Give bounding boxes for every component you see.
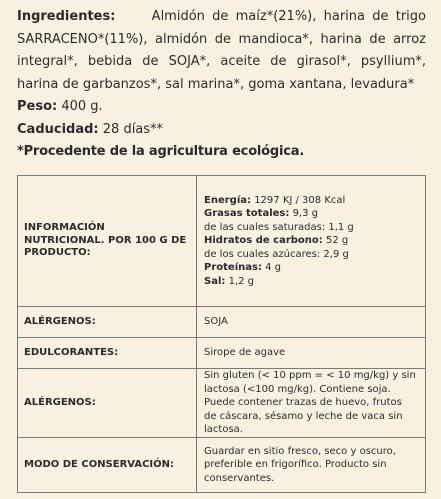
- nutrition-line-name: Hidratos de carbono:: [204, 235, 323, 247]
- storage-label: MODO DE CONSERVACIÓN:: [18, 438, 197, 493]
- weight-line: [17, 96, 426, 119]
- ingredients-paragraph: [17, 6, 426, 96]
- table-row-allergens: [18, 307, 426, 338]
- nutrition-line: [204, 207, 417, 221]
- nutrition-label: INFORMACIÓN NUTRICIONAL. POR 100 G DE PRODUCTO:: [18, 176, 197, 307]
- nutrition-line-name: de las cuales saturadas:: [204, 221, 326, 233]
- nutrition-line: [204, 261, 417, 275]
- weight-label: Peso:: [17, 99, 58, 114]
- sweeteners-label: EDULCORANTES:: [18, 338, 197, 369]
- allergens-detail-value: Sin gluten (< 10 ppm = < 10 mg/kg) y sin lactosa (<100 mg/kg). Contiene soja. Puede contener trazas de huevo, frutos de cáscara, sésamo y leche de vaca sin lactosa.: [197, 369, 426, 438]
- expiry-label: Caducidad:: [17, 121, 99, 137]
- nutrition-line-value: 9,3 g: [292, 208, 318, 220]
- nutrition-line-value: 1,2 g: [228, 275, 255, 287]
- product-info: [17, 6, 426, 164]
- nutrition-line: [204, 234, 417, 248]
- weight-value: 400 g.: [61, 99, 103, 114]
- nutrition-line: [204, 275, 417, 289]
- table-row-sweeteners: [18, 338, 426, 369]
- nutrition-line-name: Sal:: [204, 275, 226, 287]
- nutrition-line-value: 52 g: [325, 235, 349, 247]
- organic-footnote: *Procedente de la agricultura ecológica.: [17, 144, 305, 159]
- nutrition-lines: [204, 194, 417, 289]
- table-row-allergens-detail: [18, 369, 426, 438]
- expiry-line: [17, 119, 426, 142]
- nutrition-line-value: 2,9 g: [323, 248, 349, 260]
- nutrition-line: [204, 248, 417, 262]
- nutrition-values: [197, 176, 426, 307]
- expiry-value: 28 días**: [102, 121, 164, 137]
- table-row-storage: [18, 438, 426, 493]
- storage-value: Guardar en sitio fresco, seco y oscuro, preferible en frigorífico. Producto sin conservantes.: [197, 438, 426, 493]
- ingredients-label: Ingredientes:: [17, 9, 116, 24]
- allergens-value: SOJA: [197, 307, 426, 338]
- nutrition-line-name: de los cuales azúcares:: [204, 248, 321, 260]
- nutrition-table: [17, 175, 426, 493]
- nutrition-line: [204, 221, 417, 235]
- allergens-label: ALÉRGENOS:: [18, 307, 197, 338]
- nutrition-line: [204, 194, 417, 208]
- nutrition-line-name: Proteínas:: [204, 262, 262, 274]
- sweeteners-value: Sirope de agave: [197, 338, 426, 369]
- allergens-detail-label: ALÉRGENOS:: [18, 369, 197, 438]
- nutrition-line-name: Grasas totales:: [204, 208, 290, 220]
- nutrition-line-value: 1297 KJ / 308 Kcal: [254, 194, 346, 206]
- nutrition-line-name: Energía:: [204, 194, 251, 206]
- nutrition-line-value: 4 g: [265, 262, 282, 274]
- table-row-nutrition: [18, 176, 426, 307]
- nutrition-line-value: 1,1 g: [328, 221, 354, 233]
- ingredients-text: Almidón de maíz*(21%), harina de trigo SARRACENO*(11%), almidón de mandioca*, harina de arroz integral*, bebida de SOJA*, aceite de girasol*, psyllium*, harina de garbanzos*, sal marina*, goma xantana, levadura*: [17, 9, 426, 92]
